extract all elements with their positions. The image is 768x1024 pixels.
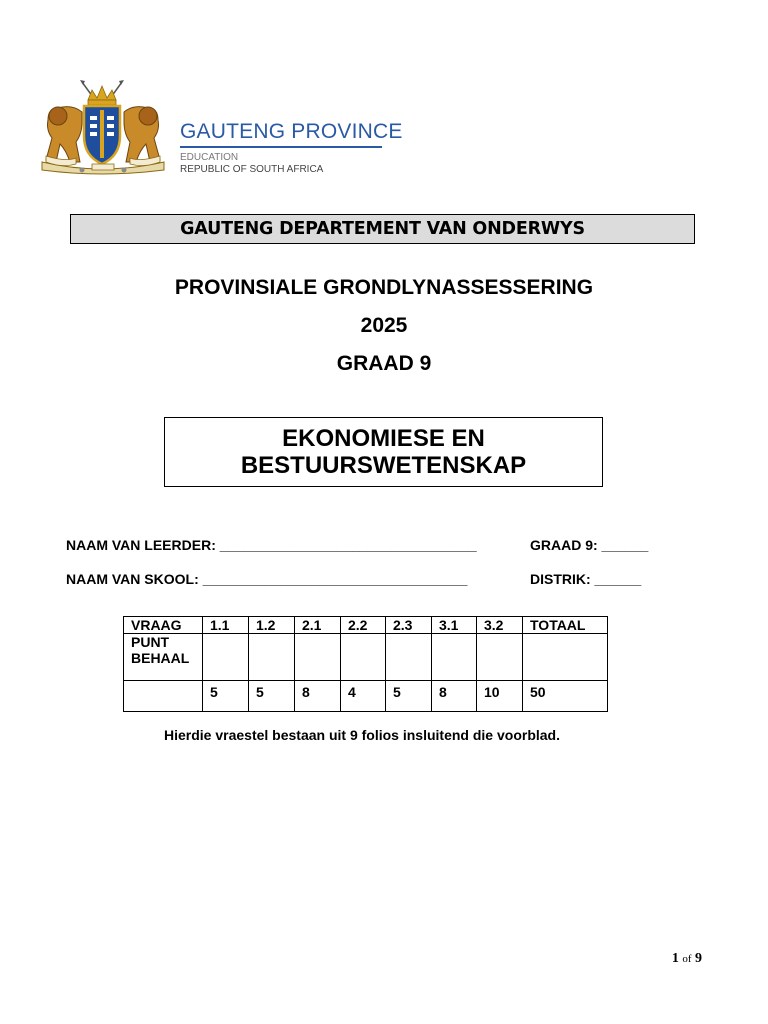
mark-entry-cell[interactable]: [341, 634, 386, 681]
mark-entry-cell[interactable]: [432, 634, 477, 681]
department-banner: GAUTENG DEPARTEMENT VAN ONDERWYS: [70, 214, 695, 244]
page-number: [672, 951, 702, 967]
table-cell: 2.3: [386, 617, 432, 634]
table-cell: 4: [341, 681, 386, 712]
folio-note: Hierdie vraestel bestaan uit 9 folios insluitend die voorblad.: [164, 727, 560, 743]
coat-of-arms-icon: [36, 78, 170, 178]
logo-education: EDUCATION: [180, 151, 239, 163]
subject-box: [164, 417, 603, 487]
assessment-year: 2025: [360, 314, 408, 337]
obtained-label: PUNT BEHAAL: [124, 634, 203, 681]
table-cell: [124, 681, 203, 712]
table-row-max: [124, 681, 608, 712]
logo-title: GAUTENG PROVINCE: [180, 120, 403, 143]
table-cell: 8: [295, 681, 341, 712]
assessment-grade: GRAAD 9: [336, 352, 432, 375]
logo-divider: [180, 146, 382, 148]
mark-entry-cell[interactable]: [477, 634, 523, 681]
table-cell: 2.2: [341, 617, 386, 634]
table-cell: 1.2: [249, 617, 295, 634]
subject-line2: BESTUURSWETENSKAP: [240, 452, 527, 479]
mark-entry-cell[interactable]: [523, 634, 608, 681]
logo-republic: REPUBLIC OF SOUTH AFRICA: [180, 163, 324, 175]
school-name-field[interactable]: NAAM VAN SKOOL: __________________________________: [66, 571, 468, 587]
page-total: 9: [695, 951, 702, 966]
table-cell: 3.1: [432, 617, 477, 634]
table-cell: 8: [432, 681, 477, 712]
mark-entry-cell[interactable]: [249, 634, 295, 681]
gauteng-logo: [36, 78, 403, 178]
table-cell: TOTAAL: [523, 617, 608, 634]
learner-name-field[interactable]: NAAM VAN LEERDER: _________________________________: [66, 537, 477, 553]
table-cell: 1.1: [203, 617, 249, 634]
table-cell: 5: [249, 681, 295, 712]
mark-entry-cell[interactable]: [295, 634, 341, 681]
table-row-obtained: [124, 634, 608, 681]
page-current: 1: [671, 951, 679, 966]
mark-entry-cell[interactable]: [386, 634, 432, 681]
grade-field[interactable]: GRAAD 9: ______: [530, 537, 649, 553]
table-cell: 10: [477, 681, 523, 712]
table-cell: 3.2: [477, 617, 523, 634]
table-header-row: [124, 617, 608, 634]
table-cell: VRAAG: [124, 617, 203, 634]
district-field[interactable]: DISTRIK: ______: [530, 571, 642, 587]
table-cell: 2.1: [295, 617, 341, 634]
assessment-title: PROVINSIALE GRONDLYNASSESSERING: [174, 276, 594, 299]
table-cell: 50: [523, 681, 608, 712]
mark-entry-cell[interactable]: [203, 634, 249, 681]
subject-line1: EKONOMIESE EN: [282, 425, 485, 452]
page-of: of: [682, 953, 692, 965]
table-cell: 5: [203, 681, 249, 712]
table-cell: 5: [386, 681, 432, 712]
marks-table: [123, 616, 608, 712]
logo-text: [180, 120, 403, 176]
